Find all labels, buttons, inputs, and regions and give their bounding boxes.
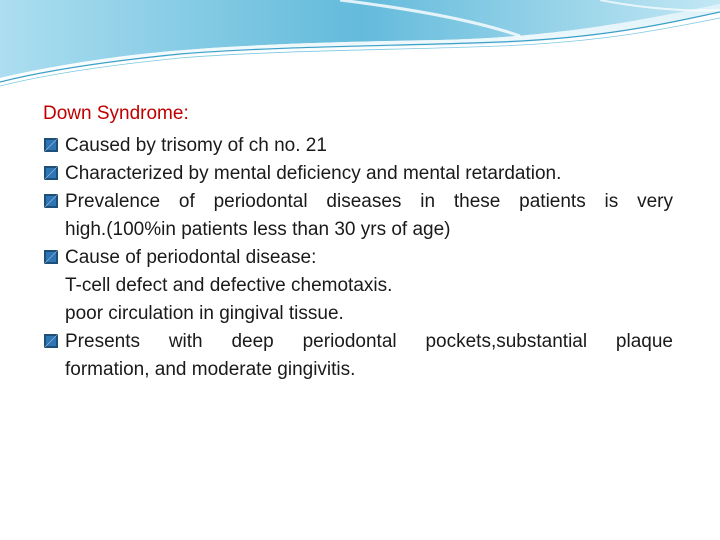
bullet-line: Prevalence of periodontal diseases in these patients is very <box>65 191 673 212</box>
bullet-line-continued: high.(100%in patients less than 30 yrs of age) <box>65 219 451 240</box>
bullet-line-continued: formation, and moderate gingivitis. <box>65 359 356 380</box>
sub-bullet-line: T-cell defect and defective chemotaxis. <box>65 275 393 296</box>
bullet-line: Cause of periodontal disease: <box>65 247 317 268</box>
bullet-item <box>43 160 673 188</box>
sub-bullet-line: poor circulation in gingival tissue. <box>65 303 344 324</box>
square-bullet-icon <box>43 249 59 265</box>
square-bullet-icon <box>43 137 59 153</box>
bullet-item <box>43 188 673 244</box>
bullet-item <box>43 132 673 160</box>
slide-content <box>43 100 673 384</box>
square-bullet-icon <box>43 193 59 209</box>
square-bullet-icon <box>43 333 59 349</box>
bullet-item <box>43 244 673 272</box>
square-bullet-icon <box>43 165 59 181</box>
bullet-line: Presents with deep periodontal pockets,substantial plaque <box>65 331 673 352</box>
bullet-item <box>43 328 673 384</box>
bullet-line: Characterized by mental deficiency and mental retardation. <box>65 163 562 184</box>
header-wave-decoration <box>0 0 720 90</box>
slide-title: Down Syndrome: <box>43 103 189 124</box>
bullet-line: Caused by trisomy of ch no. 21 <box>65 135 327 156</box>
